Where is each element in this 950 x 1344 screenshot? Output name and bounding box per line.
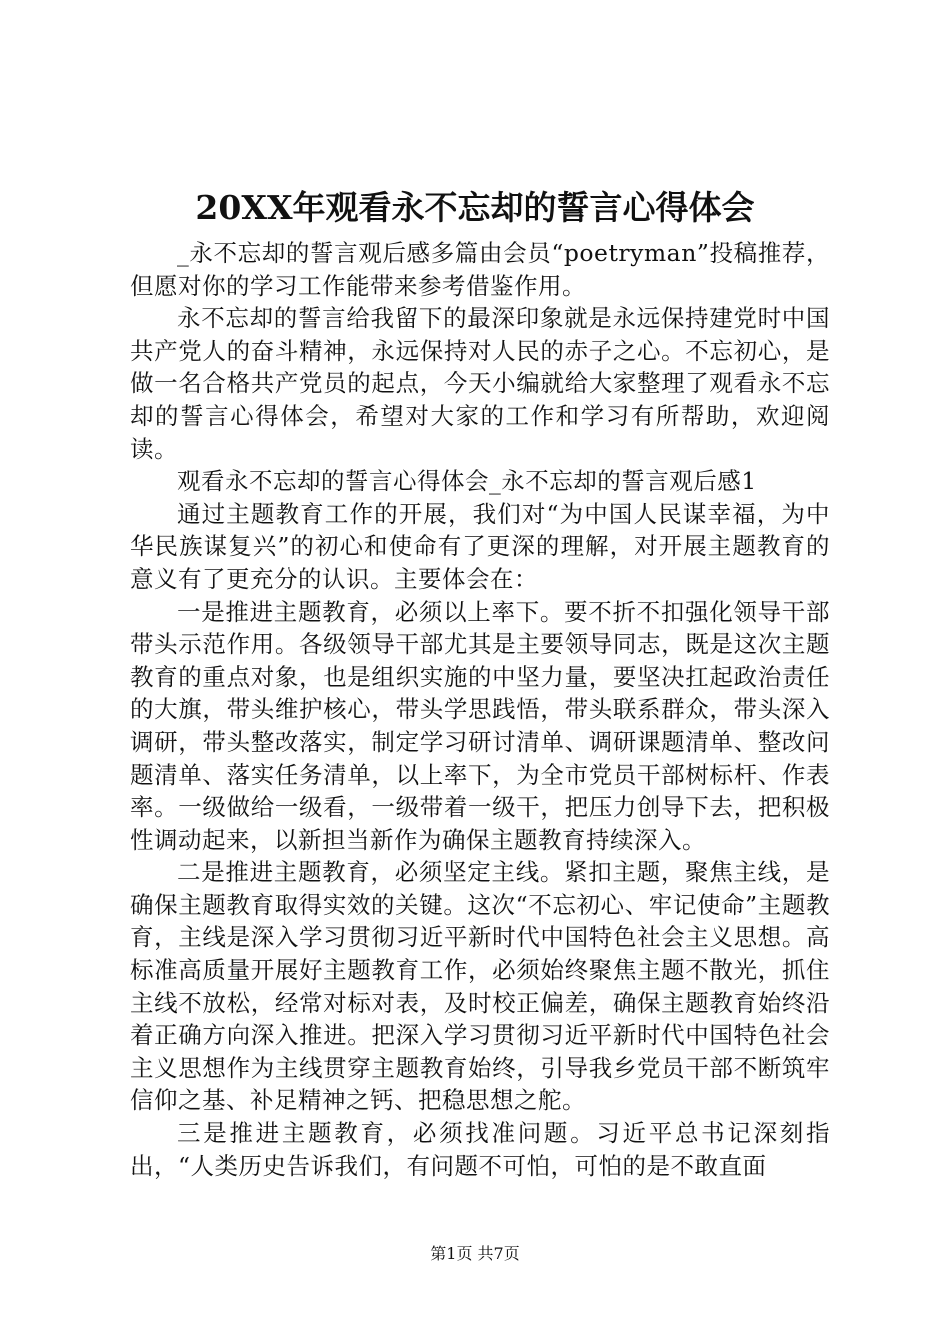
section-heading: 观看永不忘却的誓言心得体会_永不忘却的誓言观后感1 <box>177 467 757 496</box>
page-number-footer: 第1页 共7页 <box>430 1244 520 1263</box>
document-body <box>130 237 830 1182</box>
paragraph-summary: 永不忘却的誓言给我留下的最深印象就是永远保持建党时中国共产党人的奋斗精神，永远保持对人民的赤子之心。不忘初心，是做一名合格共产党员的起点，今天小编就给大家整理了观看永不忘却的誓言心得体会，希望对大家的工作和学习有所帮助，欢迎阅读。 <box>130 304 830 463</box>
paragraph-point-two: 二是推进主题教育，必须坚定主线。紧扣主题，聚焦主线，是确保主题教育取得实效的关键。这次“不忘初心、牢记使命”主题教育，主线是深入学习贯彻习近平新时代中国特色社会主义思想。高标准高质量开展好主题教育工作，必须始终聚焦主题不散光，抓住主线不放松，经常对标对表，及时校正偏差，确保主题教育始终沿着正确方向深入推进。把深入学习贯彻习近平新时代中国特色社会主义思想作为主线贯穿主题教育始终，引导我乡党员干部不断筑牢信仰之基、补足精神之钙、把稳思想之舵。 <box>130 858 830 1115</box>
paragraph-intro: _永不忘却的誓言观后感多篇由会员“poetryman”投稿推荐，但愿对你的学习工作能带来参考借鉴作用。 <box>130 239 830 300</box>
paragraph-overview: 通过主题教育工作的开展，我们对“为中国人民谋幸福，为中华民族谋复兴”的初心和使命有了更深的理解，对开展主题教育的意义有了更充分的认识。主要体会在： <box>130 499 830 593</box>
document-title: 20XX年观看永不忘却的誓言心得体会 <box>195 188 755 227</box>
paragraph-point-one: 一是推进主题教育，必须以上率下。要不折不扣强化领导干部带头示范作用。各级领导干部尤其是主要领导同志，既是这次主题教育的重点对象，也是组织实施的中坚力量，要坚决扛起政治责任的大旗，带头维护核心，带头学思践悟，带头联系群众，带头深入调研，带头整改落实，制定学习研讨清单、调研课题清单、整改问题清单、落实任务清单，以上率下，为全市党员干部树标杆、作表率。一级做给一级看，一级带着一级干，把压力创导下去，把积极性调动起来，以新担当新作为确保主题教育持续深入。 <box>130 597 830 854</box>
paragraph-point-three: 三是推进主题教育，必须找准问题。习近平总书记深刻指出，“人类历史告诉我们，有问题不可怕，可怕的是不敢直面 <box>130 1119 830 1180</box>
